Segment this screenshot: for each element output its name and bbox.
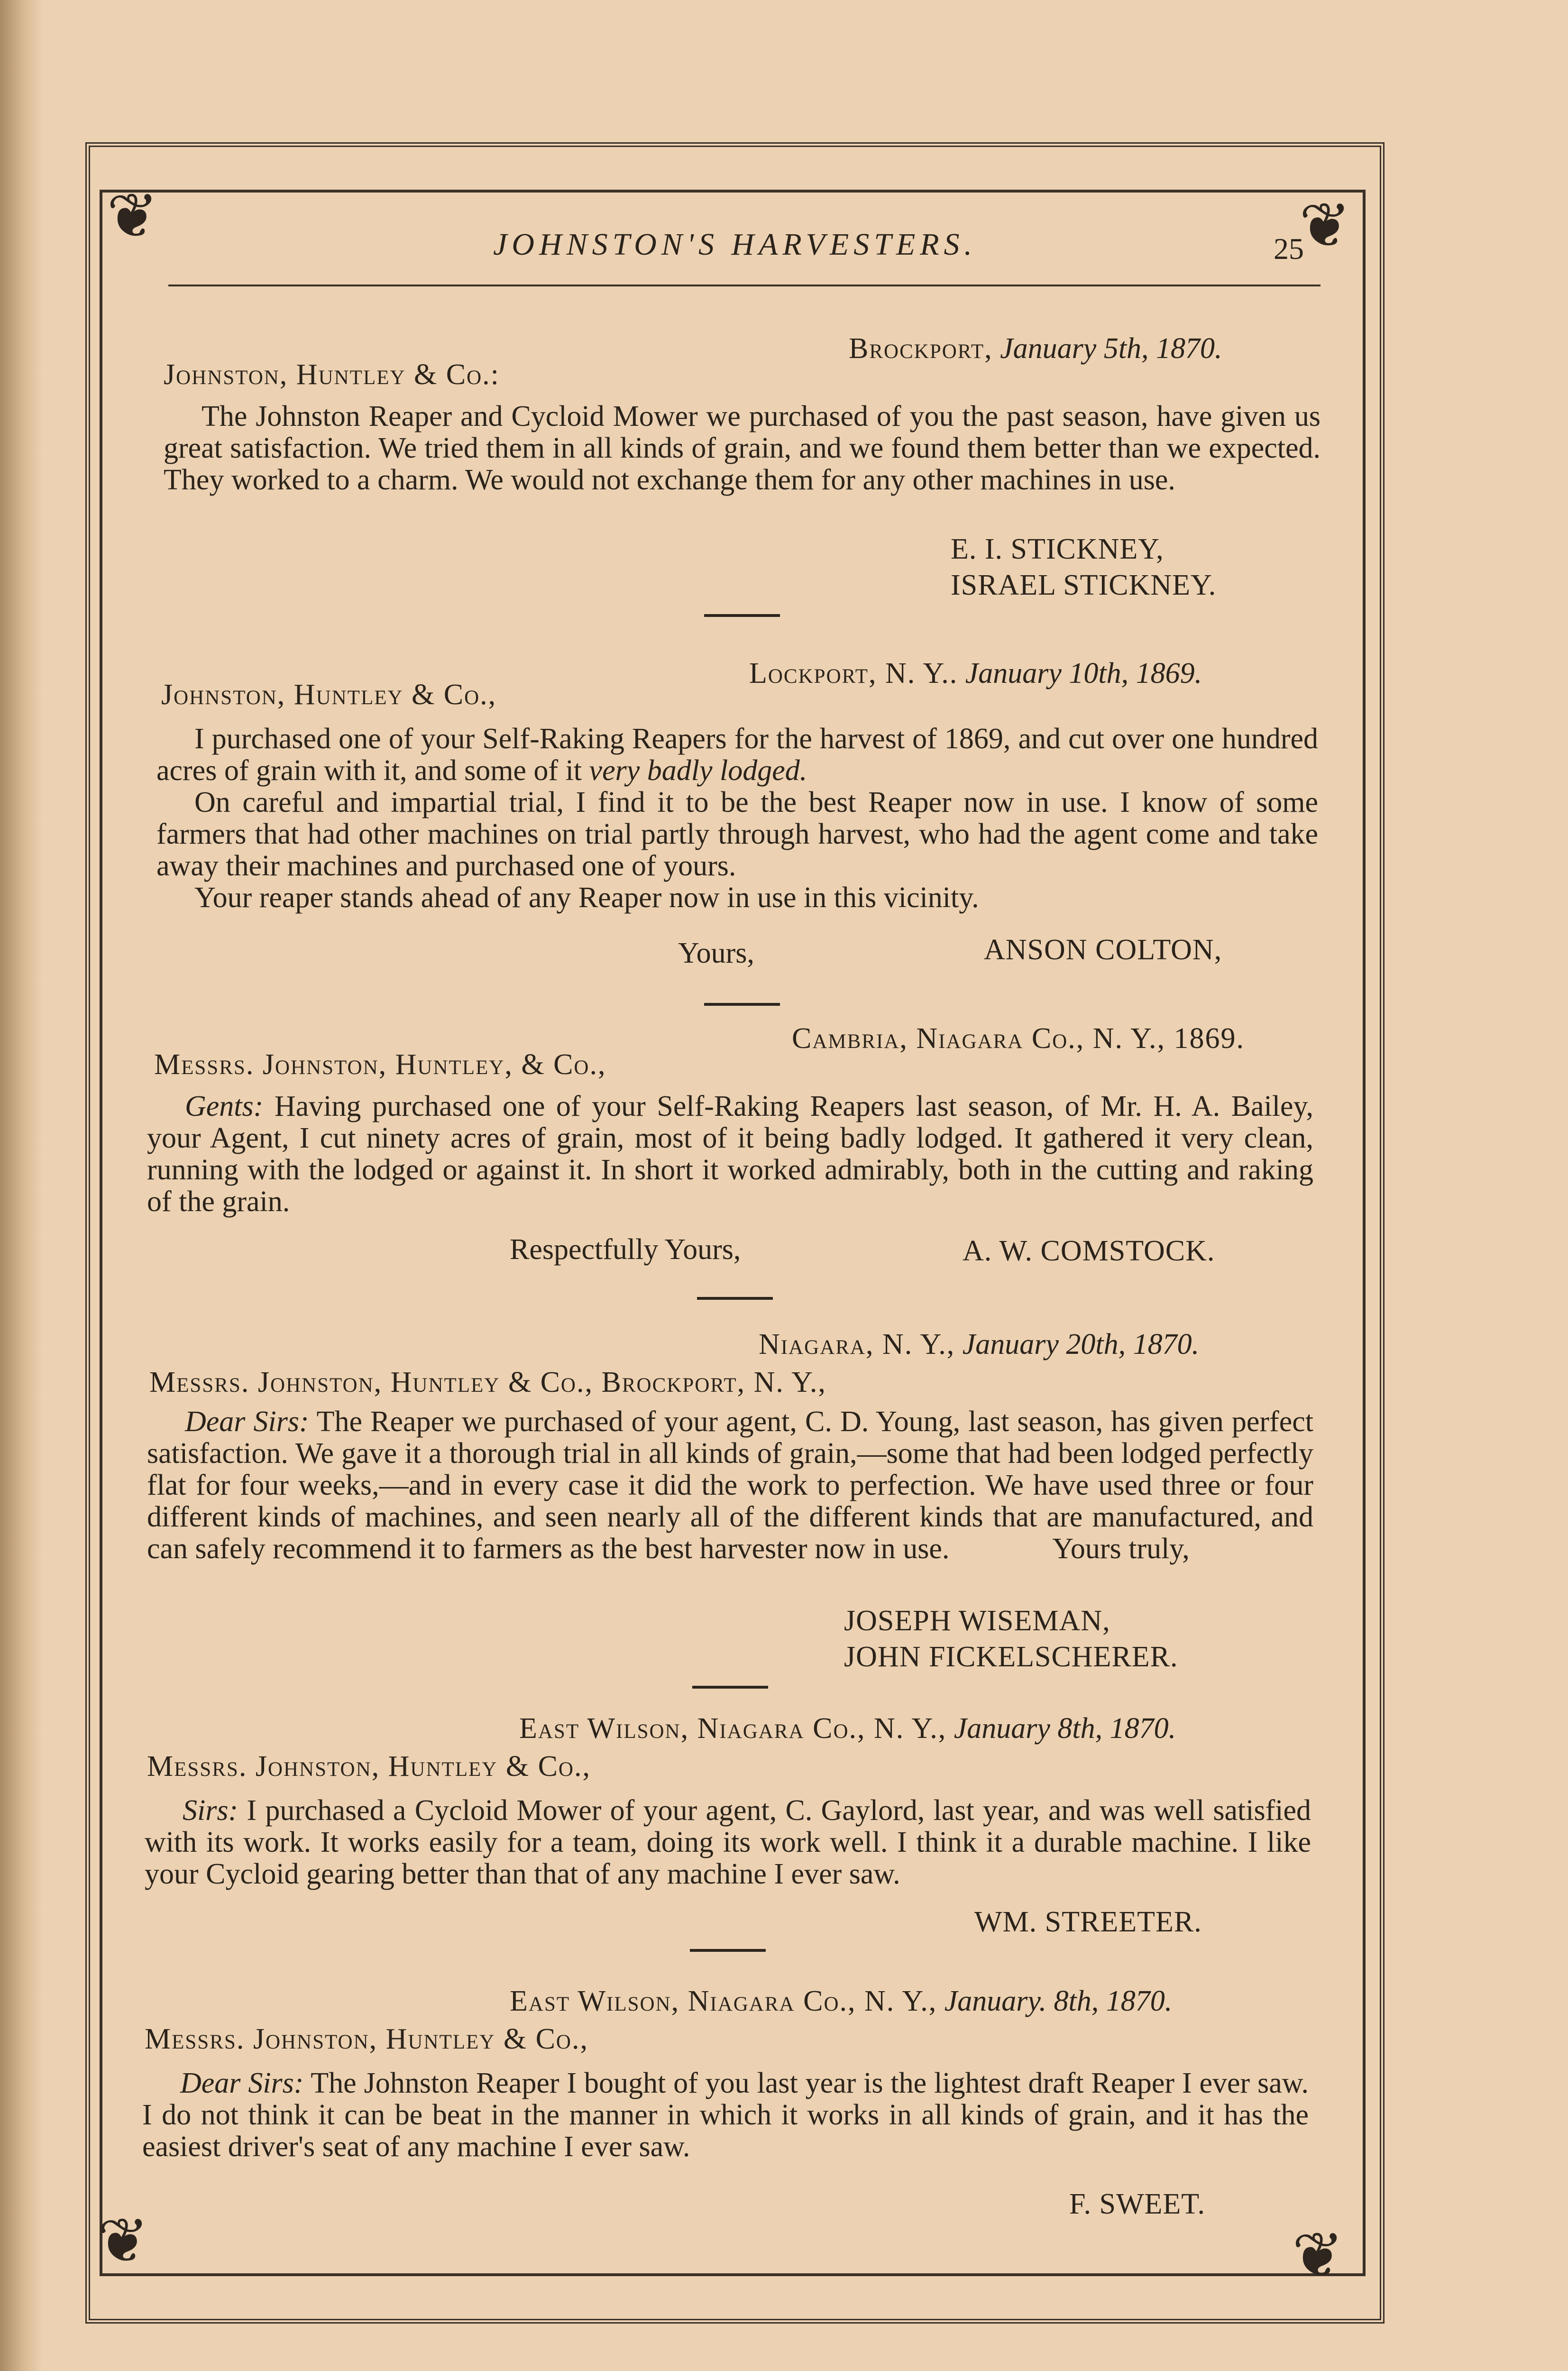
header-rule	[168, 285, 1320, 286]
letter-salutation: Messrs. Johnston, Huntley & Co.,	[147, 1750, 591, 1783]
corner-ornament-icon: ❦	[1299, 189, 1351, 261]
page-number: 25	[1274, 232, 1304, 266]
letter-place: Niagara, N. Y., January 20th, 1870.	[759, 1328, 1200, 1360]
letter-closing: Yours,	[678, 937, 754, 969]
letter-salutation: Johnston, Huntley & Co.,	[161, 679, 497, 711]
separator-rule	[692, 1686, 768, 1689]
letter-signature: JOSEPH WISEMAN, JOHN FICKELSCHERER.	[844, 1605, 1178, 1673]
letter-salutation: Messrs. Johnston, Huntley, & Co.,	[154, 1048, 606, 1081]
corner-ornament-icon: ❦	[97, 2205, 149, 2277]
letter-place: Cambria, Niagara Co., N. Y., 1869.	[792, 1022, 1245, 1055]
letter-signature: A. W. COMSTOCK.	[963, 1235, 1215, 1267]
letter-place: Lockport, N. Y.. January 10th, 1869.	[749, 657, 1202, 689]
letter-body: Sirs: I purchased a Cycloid Mower of your agent, C. Gaylord, last year, and was well satisfied with its work. It works easily for a team, doing its work well. I think it a durable machine. I like your Cycloid gearing better than that of any machine I ever saw.	[145, 1794, 1311, 1890]
letter-salutation: Messrs. Johnston, Huntley & Co.,	[145, 2023, 588, 2055]
letter-body: Dear Sirs: The Johnston Reaper I bought of you last year is the lightest draft Reaper I ever saw. I do not think it can be beat in the manner in which it works in all kinds of grain, and it has the easiest driver's seat of any machine I ever saw.	[142, 2067, 1309, 2163]
letter-place: East Wilson, Niagara Co., N. Y., January 8th, 1870.	[519, 1712, 1176, 1745]
letter-signature: ANSON COLTON,	[984, 934, 1222, 966]
letter-body: Dear Sirs: The Reaper we purchased of your agent, C. D. Young, last season, has given perfect satisfaction. We gave it a thorough trial in all kinds of grain,—some that had been lodged perfectly flat for four weeks,—and in every case it did the work to perfection. We have used three or four different kinds of machines, and seen nearly all of the different kinds that are manufactured, and can safely recommend it to farmers as the best harvester now in use. Yours truly,	[147, 1406, 1313, 1565]
corner-ornament-icon: ❦	[1292, 2219, 1344, 2291]
letter-salutation: Messrs. Johnston, Huntley & Co., Brockport, N. Y.,	[149, 1366, 826, 1398]
letter-salutation: Johnston, Huntley & Co.:	[164, 358, 500, 391]
letter-body: Gents: Having purchased one of your Self-Raking Reapers last season, of Mr. H. A. Bailey, your Agent, I cut ninety acres of grain, most of it being badly lodged. It gathered it very clean, running with the lodged or against it. In short it worked admirably, both in the cutting and raking of the grain.	[147, 1090, 1314, 1218]
letter-signature: E. I. STICKNEY, ISRAEL STICKNEY.	[951, 533, 1217, 601]
letter-signature: WM. STREETER.	[974, 1906, 1202, 1938]
letter-closing: Respectfully Yours,	[510, 1233, 741, 1266]
letter-place: East Wilson, Niagara Co., N. Y., January. 8th, 1870.	[510, 1985, 1173, 2017]
corner-ornament-icon: ❦	[107, 180, 158, 252]
separator-rule	[697, 1297, 773, 1300]
letter-place: Brockport, January 5th, 1870.	[849, 332, 1222, 365]
letter-body: I purchased one of your Self-Raking Reapers for the harvest of 1869, and cut over one hundred acres of grain with it, and some of it very badly lodged. On careful and impartial trial, I find it to be the best Reaper now in use. I know of some farmers that had other machines on trial partly through harvest, who had the agent come and take away their machines and purchased one of yours. Your reaper stands ahead of any Reaper now in use in this vicinity.	[156, 723, 1318, 914]
letter-closing: Yours truly,	[1052, 1533, 1190, 1565]
letter-body: The Johnston Reaper and Cycloid Mower we purchased of you the past season, have given us great satisfaction. We tried them in all kinds of grain, and we found them better than we expected. They worked to a charm. We would not exchange them for any other machines in use.	[164, 400, 1320, 496]
letter-signature: F. SWEET.	[1069, 2188, 1206, 2220]
page-title: JOHNSTON'S HARVESTERS.	[493, 227, 977, 262]
separator-rule	[704, 1003, 780, 1006]
separator-rule	[704, 614, 780, 617]
page-edge-shadow	[0, 0, 43, 2371]
running-header	[171, 227, 1332, 279]
separator-rule	[690, 1949, 766, 1952]
